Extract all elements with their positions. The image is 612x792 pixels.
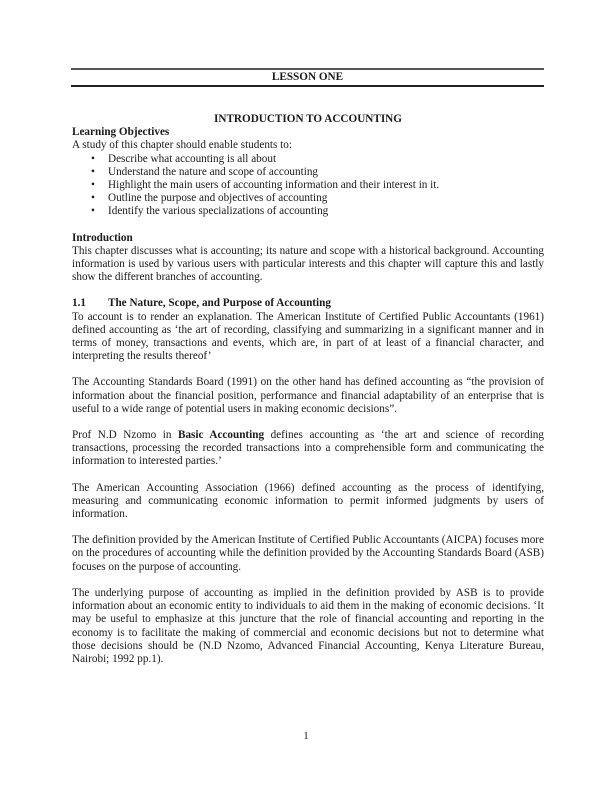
paragraph-aaa-definition: The American Accounting Association (1966) defined accounting as the process of identifying, measuring and communicating economic information to permit informed judgments by users of information. — [72, 481, 544, 521]
header-rule-top — [71, 68, 544, 70]
learning-objectives-heading: Learning Objectives — [72, 126, 170, 139]
header-rule-bottom — [71, 85, 544, 87]
bullet-icon: • — [91, 165, 95, 178]
learning-objectives-intro: A study of this chapter should enable students to: — [72, 139, 292, 152]
list-item: • Describe what accounting is all about — [91, 152, 277, 165]
section-heading — [72, 297, 544, 310]
paragraph-nzomo-definition: Prof N.D Nzomo in Basic Accounting defines accounting as ‘the art and science of recording transactions, processing the recorded transactions into a comprehensible form and communicating the information to interested parties.’ — [72, 429, 544, 468]
list-item: • Identify the various specializations of accounting — [91, 205, 329, 218]
introduction-heading: Introduction — [72, 231, 133, 244]
objectives-list — [72, 153, 544, 219]
bullet-icon: • — [91, 205, 95, 218]
section-number: 1.1 — [72, 297, 86, 310]
section-title: The Nature, Scope, and Purpose of Accounting — [108, 297, 331, 310]
list-item: • Highlight the main users of accounting information and their interest in it. — [91, 179, 440, 192]
page-number: 1 — [303, 730, 309, 742]
chapter-title: INTRODUCTION TO ACCOUNTING — [214, 113, 402, 125]
book-title: Basic Accounting — [177, 429, 265, 442]
paragraph-definition-comparison: The definition provided by the American Institute of Certified Public Accountants (AICPA) focuses more on the procedures of accounting while the definition provided by the Accounting Standards Board (ASB) focuses on the purpose of accounting. — [72, 534, 544, 573]
list-item: • Understand the nature and scope of accounting — [91, 165, 319, 178]
paragraph-underlying-purpose: The underlying purpose of accounting as implied in the definition provided by ASB is to provide information about an economic entity to individuals to aid them in the making of economic decisions. ‘It may be useful to emphasize at this juncture that the role of financial accounting and reporting in the economy is to facilitate the making of commercial and economic decisions but not to determine what those decisions should be (N.D Nzomo, Advanced Financial Accounting, Kenya Literature Bureau, Nairobi; 1992 pp.1). — [72, 586, 544, 665]
paragraph-asb-definition: The Accounting Standards Board (1991) on the other hand has defined accounting as “the provision of information about the financial position, performance and financial adaptability of an enterprise that is useful to a wide range of potential users in making economic decisions”. — [72, 376, 544, 415]
page-content — [72, 113, 544, 666]
bullet-icon: • — [91, 179, 95, 192]
bullet-icon: • — [91, 152, 95, 165]
bullet-icon: • — [91, 192, 95, 205]
paragraph-aicpa-definition: To account is to render an explanation. The American Institute of Certified Public Accountants (1961) defined accounting as ‘the art of recording, classifying and summarizing in a significant manner and in terms of money, transactions and events, which are, in part of at least of a financial character, and interpreting the results thereof’ — [72, 310, 544, 363]
lesson-label: LESSON ONE — [271, 71, 344, 83]
list-item: • Outline the purpose and objectives of accounting — [91, 192, 328, 205]
introduction-paragraph: This chapter discusses what is accounting; its nature and scope with a historical background. Accounting information is used by various users with particular interests and this chapter will capture this and lastly show the different branches of accounting. — [72, 244, 544, 284]
